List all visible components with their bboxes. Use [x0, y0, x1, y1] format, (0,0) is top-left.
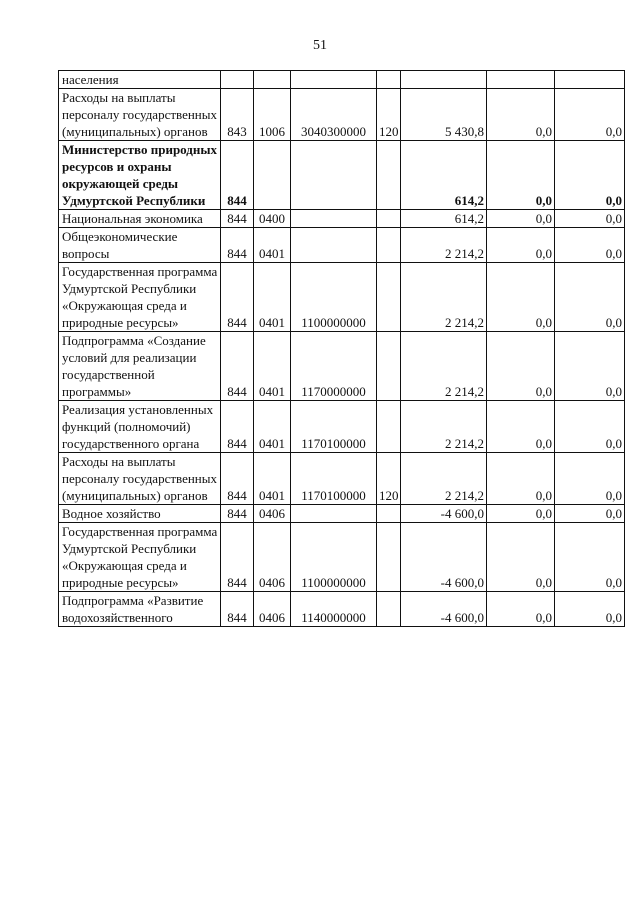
row-section-code: [254, 141, 291, 210]
row-sum-3: 0,0: [555, 592, 625, 627]
row-sum-1: 2 214,2: [401, 263, 487, 332]
row-name: Национальная экономика: [59, 210, 221, 228]
row-name: Министерство природных ресурсов и охраны окружающей среды Удмуртской Республики: [59, 141, 221, 210]
table-row: [59, 228, 625, 263]
row-target-code: 3040300000: [291, 89, 377, 141]
row-ved-code: 844: [221, 505, 254, 523]
row-sum-2: 0,0: [487, 523, 555, 592]
row-section-code: 0401: [254, 453, 291, 505]
row-ved-code: 844: [221, 401, 254, 453]
row-sum-1: -4 600,0: [401, 523, 487, 592]
row-sum-1: 2 214,2: [401, 228, 487, 263]
row-expense-type: [377, 592, 401, 627]
row-expense-type: 120: [377, 89, 401, 141]
row-section-code: 0400: [254, 210, 291, 228]
table-row: [59, 263, 625, 332]
row-ved-code: [221, 71, 254, 89]
row-name: Расходы на выплаты персоналу государственных (муниципальных) органов: [59, 89, 221, 141]
row-sum-1: 614,2: [401, 210, 487, 228]
row-expense-type: [377, 523, 401, 592]
table-row: [59, 141, 625, 210]
row-sum-3: 0,0: [555, 210, 625, 228]
row-section-code: [254, 71, 291, 89]
table-row: [59, 89, 625, 141]
table-row: [59, 505, 625, 523]
row-name: Общеэкономические вопросы: [59, 228, 221, 263]
row-sum-2: 0,0: [487, 228, 555, 263]
row-expense-type: [377, 263, 401, 332]
row-sum-3: 0,0: [555, 228, 625, 263]
table-row: [59, 592, 625, 627]
table-row: [59, 523, 625, 592]
row-ved-code: 843: [221, 89, 254, 141]
row-name: Государственная программа Удмуртской Республики «Окружающая среда и природные ресурсы»: [59, 523, 221, 592]
row-sum-1: -4 600,0: [401, 505, 487, 523]
row-expense-type: [377, 71, 401, 89]
row-sum-3: 0,0: [555, 332, 625, 401]
row-name: Подпрограмма «Создание условий для реализации государственной программы»: [59, 332, 221, 401]
row-sum-2: 0,0: [487, 210, 555, 228]
row-sum-1: 2 214,2: [401, 453, 487, 505]
row-expense-type: 120: [377, 453, 401, 505]
row-sum-3: 0,0: [555, 141, 625, 210]
row-sum-3: 0,0: [555, 523, 625, 592]
row-section-code: 0406: [254, 523, 291, 592]
table-row: [59, 401, 625, 453]
row-expense-type: [377, 401, 401, 453]
row-ved-code: 844: [221, 332, 254, 401]
row-sum-2: 0,0: [487, 263, 555, 332]
table-row: [59, 71, 625, 89]
row-sum-1: -4 600,0: [401, 592, 487, 627]
row-ved-code: 844: [221, 141, 254, 210]
row-target-code: 1100000000: [291, 523, 377, 592]
row-target-code: 1170100000: [291, 401, 377, 453]
row-name: Подпрограмма «Развитие водохозяйственного: [59, 592, 221, 627]
page-number: 51: [313, 38, 327, 53]
row-sum-1: 2 214,2: [401, 332, 487, 401]
row-target-code: [291, 228, 377, 263]
row-ved-code: 844: [221, 263, 254, 332]
row-name: Водное хозяйство: [59, 505, 221, 523]
row-ved-code: 844: [221, 592, 254, 627]
row-expense-type: [377, 332, 401, 401]
row-sum-1: [401, 71, 487, 89]
table-row: [59, 453, 625, 505]
row-target-code: 1170000000: [291, 332, 377, 401]
row-sum-2: 0,0: [487, 141, 555, 210]
row-ved-code: 844: [221, 523, 254, 592]
row-sum-2: 0,0: [487, 332, 555, 401]
row-expense-type: [377, 228, 401, 263]
row-section-code: 0401: [254, 228, 291, 263]
row-sum-2: 0,0: [487, 401, 555, 453]
row-expense-type: [377, 141, 401, 210]
row-sum-2: [487, 71, 555, 89]
row-target-code: [291, 71, 377, 89]
row-sum-2: 0,0: [487, 505, 555, 523]
row-section-code: 1006: [254, 89, 291, 141]
table-row: [59, 332, 625, 401]
row-sum-3: 0,0: [555, 453, 625, 505]
row-sum-3: [555, 71, 625, 89]
row-sum-1: 614,2: [401, 141, 487, 210]
row-sum-3: 0,0: [555, 505, 625, 523]
row-sum-3: 0,0: [555, 401, 625, 453]
row-ved-code: 844: [221, 228, 254, 263]
row-name: Государственная программа Удмуртской Республики «Окружающая среда и природные ресурсы»: [59, 263, 221, 332]
row-name: населения: [59, 71, 221, 89]
row-section-code: 0406: [254, 505, 291, 523]
row-name: Реализация установленных функций (полномочий) государственного органа: [59, 401, 221, 453]
row-expense-type: [377, 505, 401, 523]
row-target-code: 1170100000: [291, 453, 377, 505]
row-sum-3: 0,0: [555, 263, 625, 332]
table-row: [59, 210, 625, 228]
row-sum-1: 5 430,8: [401, 89, 487, 141]
row-ved-code: 844: [221, 210, 254, 228]
row-sum-2: 0,0: [487, 453, 555, 505]
row-sum-3: 0,0: [555, 89, 625, 141]
row-target-code: [291, 505, 377, 523]
row-section-code: 0401: [254, 401, 291, 453]
row-ved-code: 844: [221, 453, 254, 505]
row-sum-2: 0,0: [487, 592, 555, 627]
row-section-code: 0406: [254, 592, 291, 627]
row-target-code: [291, 141, 377, 210]
row-section-code: 0401: [254, 263, 291, 332]
row-sum-1: 2 214,2: [401, 401, 487, 453]
row-expense-type: [377, 210, 401, 228]
row-name: Расходы на выплаты персоналу государственных (муниципальных) органов: [59, 453, 221, 505]
row-section-code: 0401: [254, 332, 291, 401]
budget-table: [58, 70, 625, 627]
row-sum-2: 0,0: [487, 89, 555, 141]
row-target-code: [291, 210, 377, 228]
row-target-code: 1100000000: [291, 263, 377, 332]
row-target-code: 1140000000: [291, 592, 377, 627]
